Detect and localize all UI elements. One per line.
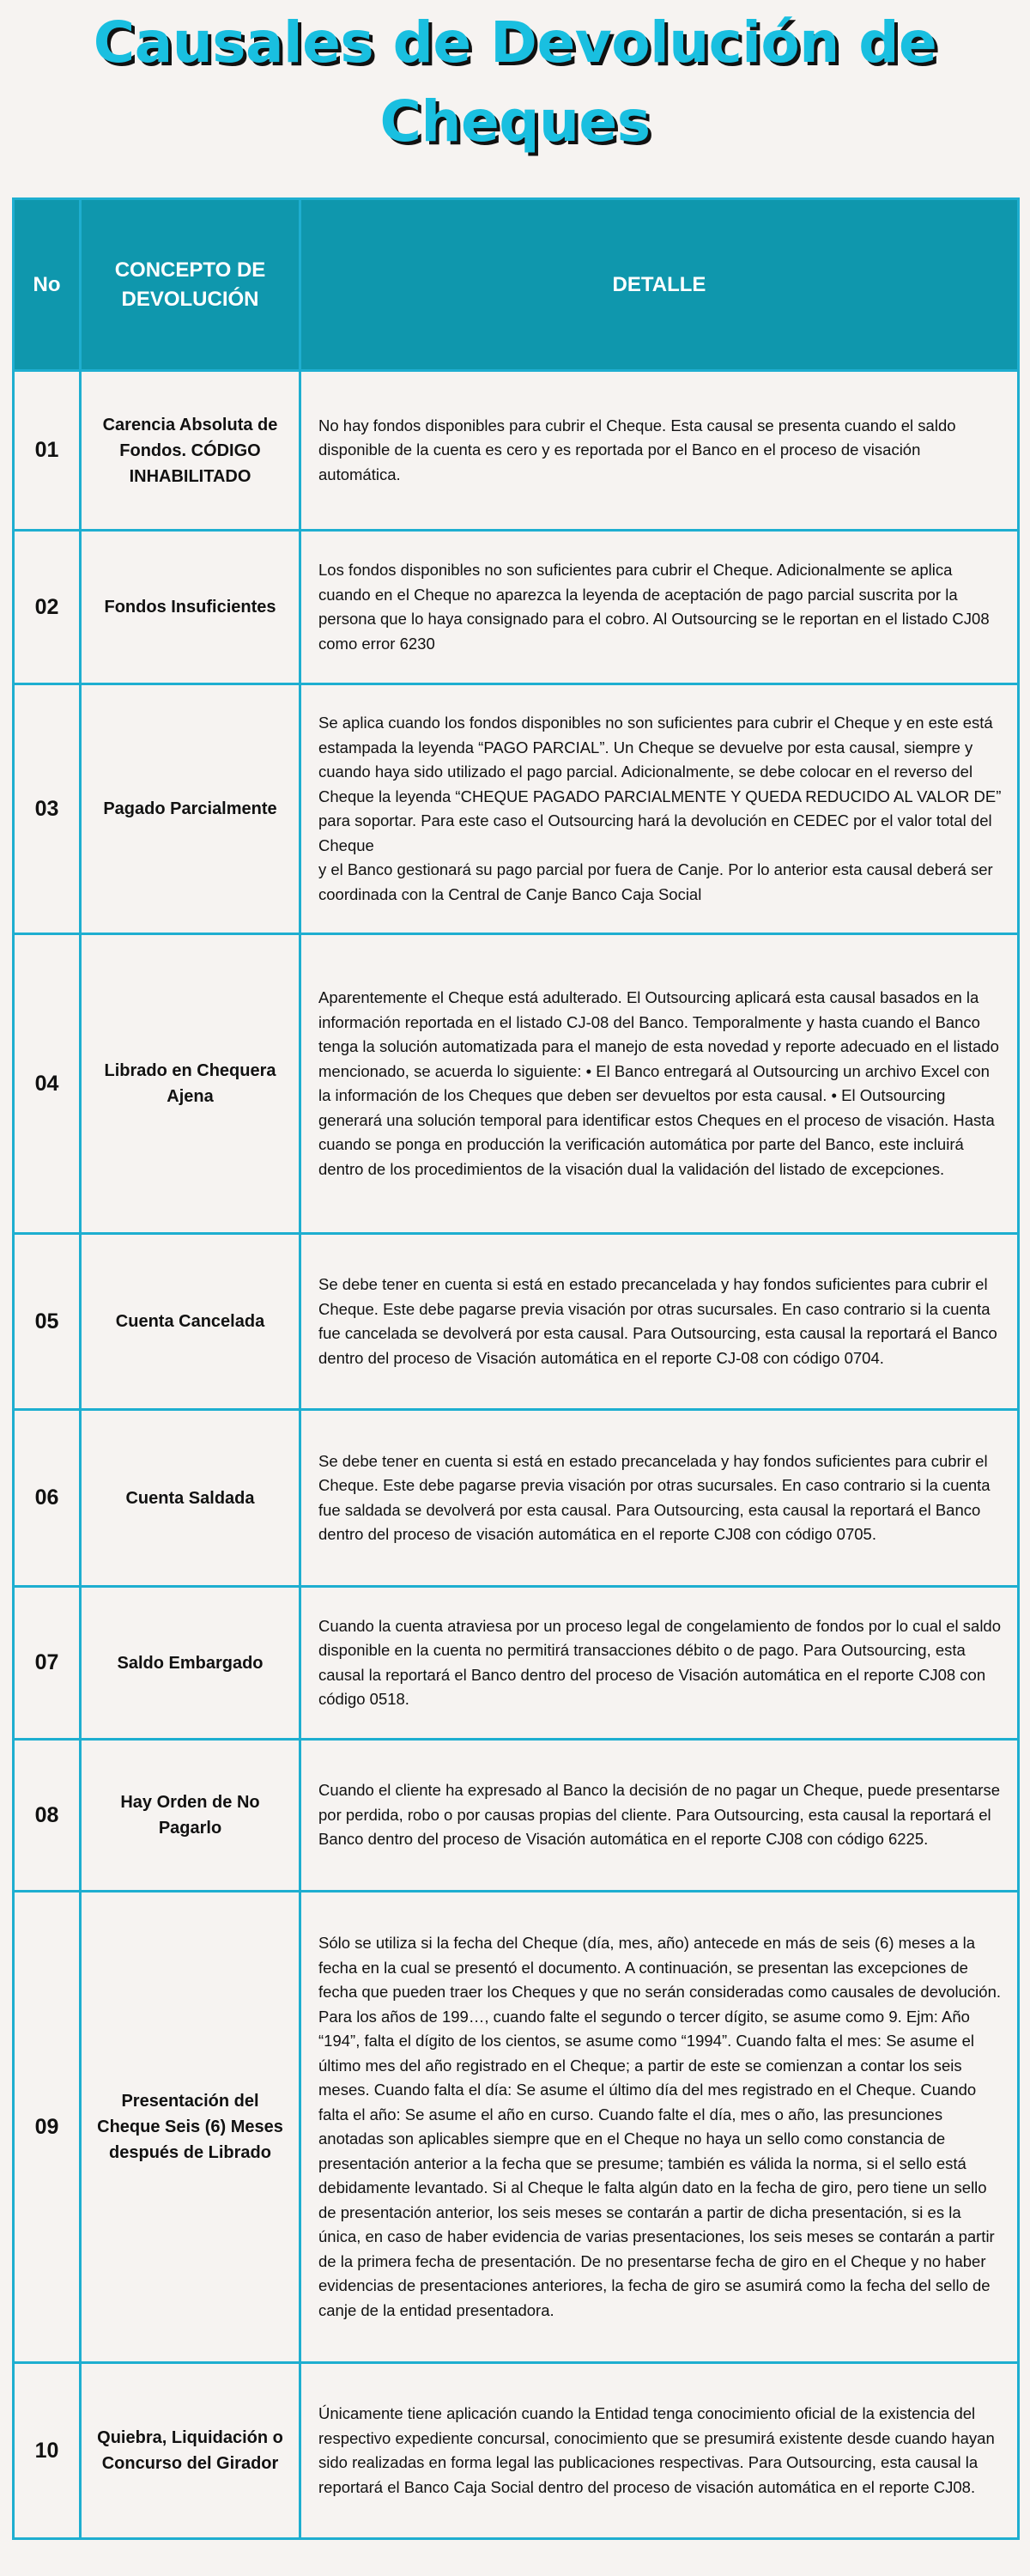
row-detail: Se debe tener en cuenta si está en estado precancelada y hay fondos suficientes para cubrir el Cheque. Este debe pagarse previa visación por otras sucursales. En caso contrario si la cuenta fue saldada se devolverá por esta causal. Para Outsourcing, esta causal la reportará el Banco dentro del proceso de visación automática en el reporte CJ08 con código 0705. (300, 1410, 1019, 1587)
returns-table (12, 197, 1020, 2540)
row-detail: Aparentemente el Cheque está adulterado. El Outsourcing aplicará esta causal basados en la información reportada en el listado CJ-08 del Banco. Temporalmente y hasta cuando el Banco tenga la solución automatizada para el manejo de esta novedad y reporte adecuado en el listado mencionado, se acuerda lo siguiente: • El Banco entregará al Outsourcing un archivo Excel con la información de los Cheques que deben ser devueltos por esta causal. • El Outsourcing generará una solución temporal para identificar estos Cheques en el proceso de visación. Hasta cuando se ponga en producción la verificación automática por parte del Banco, este incluirá dentro de los procedimientos de la visación dual la validación del listado de excepciones. (300, 934, 1019, 1234)
row-concept: Cuenta Cancelada (81, 1234, 300, 1410)
table-row (14, 1410, 1019, 1587)
table-row (14, 2363, 1019, 2539)
table-row (14, 371, 1019, 531)
row-number: 07 (14, 1587, 81, 1740)
row-detail: Cuando la cuenta atraviesa por un proceso legal de congelamiento de fondos por lo cual el saldo disponible en la cuenta no permitirá transacciones débito o de pago. Para Outsourcing, esta causal la reportará el Banco dentro del proceso de Visación automática en el reporte CJ08 con código 0518. (300, 1587, 1019, 1740)
row-detail: Únicamente tiene aplicación cuando la Entidad tenga conocimiento oficial de la existencia del respectivo expediente concursal, conocimiento que se presumirá existente desde cuando hayan sido realizadas en forma legal las publicaciones respectivas. Para Outsourcing, esta causal la reportará el Banco Caja Social dentro del proceso de visación automática en el reporte CJ08. (300, 2363, 1019, 2539)
row-detail: No hay fondos disponibles para cubrir el Cheque. Esta causal se presenta cuando el saldo disponible de la cuenta es cero y es reportada por el Banco en el proceso de visación automática. (300, 371, 1019, 531)
table-header-row (14, 199, 1019, 371)
row-concept: Fondos Insuficientes (81, 531, 300, 684)
row-concept: Hay Orden de No Pagarlo (81, 1740, 300, 1892)
row-number: 08 (14, 1740, 81, 1892)
header-detail: DETALLE (300, 199, 1019, 371)
row-detail: Se debe tener en cuenta si está en estado precancelada y hay fondos suficientes para cubrir el Cheque. Este debe pagarse previa visación por otras sucursales. En caso contrario si la cuenta fue cancelada se devolverá por esta causal. Para Outsourcing, esta causal la reportará el Banco dentro del proceso de Visación automática en el reporte CJ-08 con código 0704. (300, 1234, 1019, 1410)
table-row (14, 1740, 1019, 1892)
header-concept: CONCEPTO DE DEVOLUCIÓN (81, 199, 300, 371)
row-number: 06 (14, 1410, 81, 1587)
row-detail: Cuando el cliente ha expresado al Banco la decisión de no pagar un Cheque, puede presentarse por perdida, robo o por causas propias del cliente. Para Outsourcing, esta causal la reportará el Banco dentro del proceso de Visación automática en el reporte CJ08 con código 6225. (300, 1740, 1019, 1892)
row-number: 05 (14, 1234, 81, 1410)
table-row (14, 531, 1019, 684)
row-number: 10 (14, 2363, 81, 2539)
table-row (14, 1234, 1019, 1410)
row-number: 04 (14, 934, 81, 1234)
row-detail: Se aplica cuando los fondos disponibles no son suficientes para cubrir el Cheque y en este está estampada la leyenda “PAGO PARCIAL”. Un Cheque se devuelve por esta causal, siempre y cuando haya sido utilizado el pago parcial. Adicionalmente, se debe colocar en el reverso del Cheque la leyenda “CHEQUE PAGADO PARCIALMENTE Y QUEDA REDUCIDO AL VALOR DE” para soportar. Para este caso el Outsourcing hará la devolución en CEDEC por el valor total del Cheque y el Banco gestionará su pago parcial por fuera de Canje. Por lo anterior esta causal deberá ser coordinada con la Central de Canje Banco Caja Social (300, 684, 1019, 934)
page-title: Causales de Devolución de Cheques (93, 9, 937, 155)
row-number: 09 (14, 1892, 81, 2363)
row-concept: Presentación del Cheque Seis (6) Meses después de Librado (81, 1892, 300, 2363)
row-concept: Saldo Embargado (81, 1587, 300, 1740)
header-no: No (14, 199, 81, 371)
table-row (14, 1587, 1019, 1740)
row-concept: Carencia Absoluta de Fondos. CÓDIGO INHABILITADO (81, 371, 300, 531)
row-concept: Librado en Chequera Ajena (81, 934, 300, 1234)
row-detail: Los fondos disponibles no son suficientes para cubrir el Cheque. Adicionalmente se aplica cuando en el Cheque no aparezca la leyenda de aceptación de pago parcial suscrita por la persona que lo haya consignado para el cobro. Al Outsourcing se le reportan en el listado CJ08 como error 6230 (300, 531, 1019, 684)
row-concept: Pagado Parcialmente (81, 684, 300, 934)
row-number: 03 (14, 684, 81, 934)
row-detail: Sólo se utiliza si la fecha del Cheque (día, mes, año) antecede en más de seis (6) meses a la fecha en la cual se presentó el documento. A continuación, se presentan las excepciones de fecha que pueden traer los Cheques y que no serán consideradas como causales de devolución. Para los años de 199…, cuando falte el segundo o tercer dígito, se asume como 9. Ejm: Año “194”, falta el dígito de los cientos, se asume como “1994”. Cuando falta el mes: Se asume el último mes del año registrado en el Cheque; a partir de este se comienzan a contar los seis meses. Cuando falta el día: Se asume el último día del mes registrado en el Cheque. Cuando falta el año: Se asume el año en curso. Cuando falte el día, mes o año, las presunciones anotadas son aplicables siempre que en el Cheque no haya un sello como constancia de presentación anterior a la fecha que se presume; también es válida la norma, si el sello está debidamente levantado. Si al Cheque le falta algún dato en la fecha de giro, pero tiene un sello de presentación anterior, los seis meses se contarán a partir de dicha presentación, si es la única, en caso de haber evidencia de varias presentaciones, los seis meses se contarán a partir de la primera fecha de presentación. De no presentarse fecha de giro en el Cheque y no haber evidencias de presentaciones anteriores, la fecha de giro se asumirá como la fecha del sello de canje de la entidad presentadora. (300, 1892, 1019, 2363)
table-row (14, 1892, 1019, 2363)
row-number: 01 (14, 371, 81, 531)
row-concept: Cuenta Saldada (81, 1410, 300, 1587)
table-row (14, 684, 1019, 934)
row-concept: Quiebra, Liquidación o Concurso del Girador (81, 2363, 300, 2539)
table-row (14, 934, 1019, 1234)
row-number: 02 (14, 531, 81, 684)
